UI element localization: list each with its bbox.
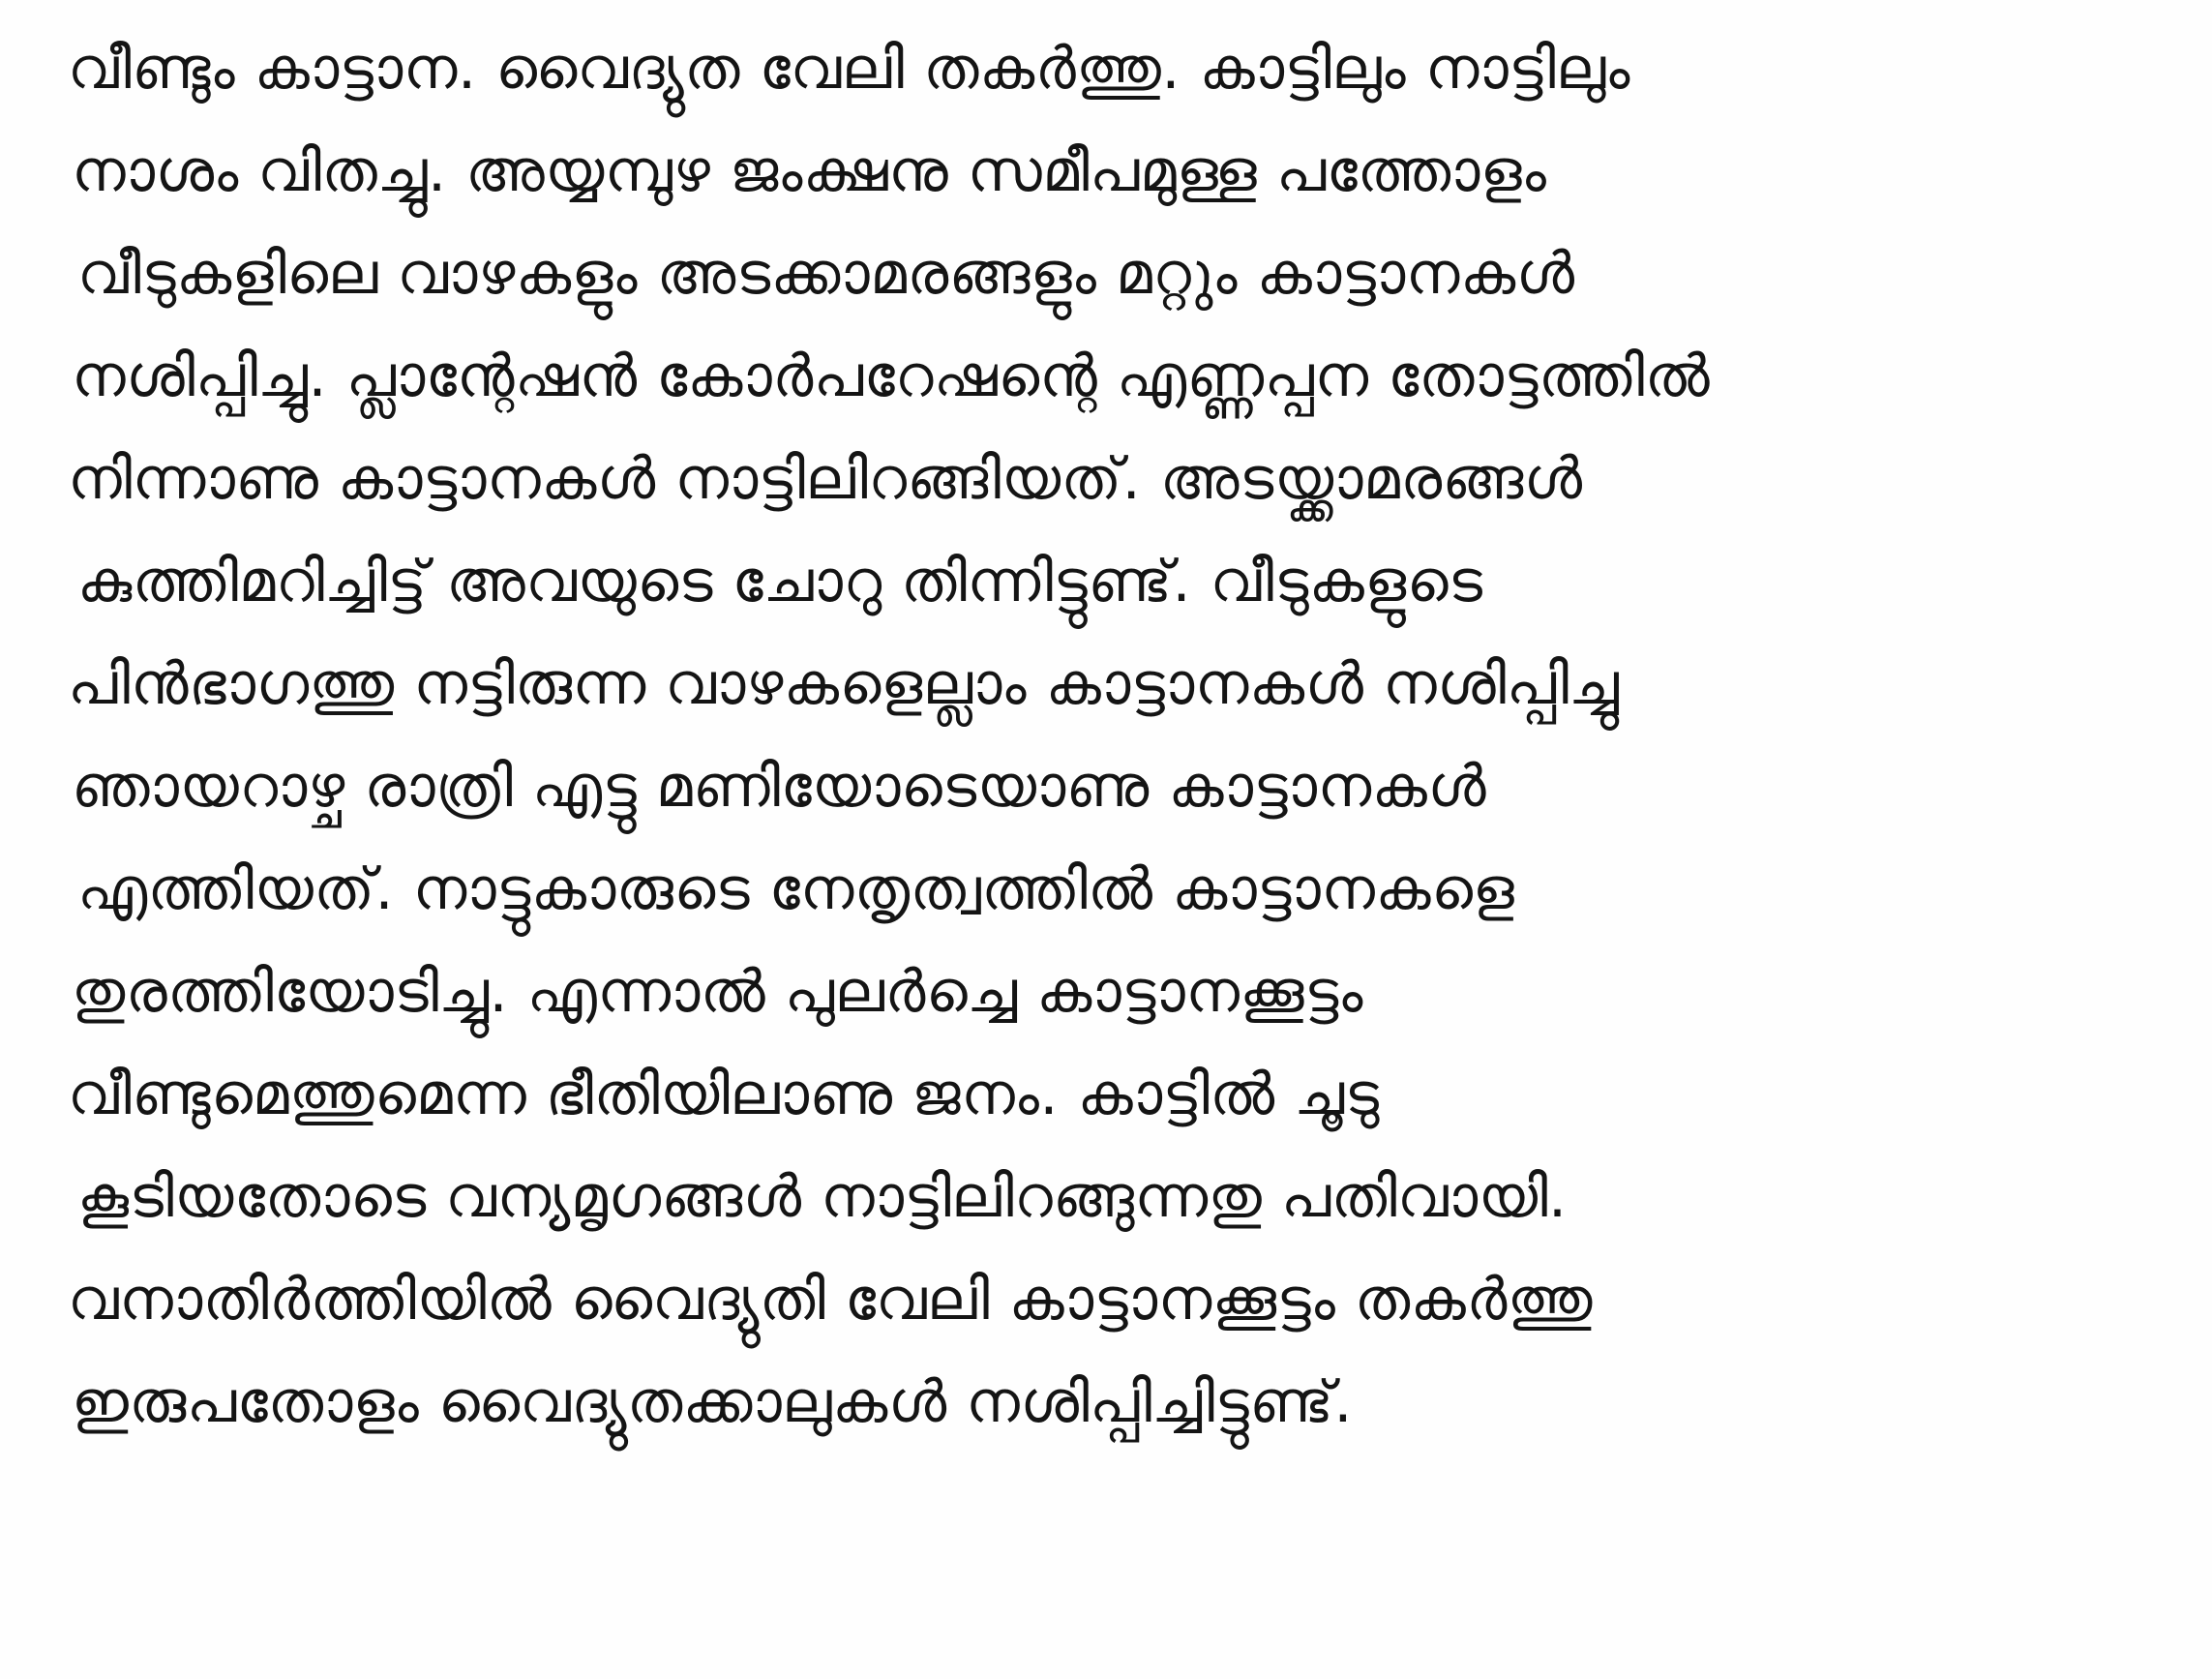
text-line: വീണ്ടും കാട്ടാന. വൈദ്യുത വേലി തകർത്തു. കാട്ടിലും നാട്ടിലും — [68, 35, 1630, 103]
text-line: വനാതിർത്തിയിൽ വൈദ്യുതി വേലി കാട്ടാനക്കൂട്ടം തകർത്തു — [68, 1266, 1594, 1334]
text-line: ഞായറാഴ്ച രാത്രി എട്ടു മണിയോടെയാണു കാട്ടാനകൾ — [72, 753, 1487, 821]
text-line: നശിപ്പിച്ചു. പ്ലാന്റേഷൻ കോർപറേഷന്റെ എണ്ണപ്പന തോട്ടത്തിൽ — [72, 343, 1711, 410]
text-line: കൂടിയതോടെ വന്യമൃഗങ്ങൾ നാട്ടിലിറങ്ങുന്നതു പതിവായി. — [77, 1163, 1568, 1231]
text-line: നിന്നാണു കാട്ടാനകൾ നാട്ടിലിറങ്ങിയത്. അടയ്ക്കാമരങ്ങൾ — [68, 445, 1583, 513]
text-line: വീണ്ടുമെത്തുമെന്ന ഭീതിയിലാണു ജനം. കാട്ടിൽ ചൂടു — [68, 1061, 1380, 1128]
text-line: പിൻഭാഗത്തു നട്ടിരുന്ന വാഴകളെല്ലാം കാട്ടാനകൾ നശിപ്പിച്ചു — [68, 650, 1620, 718]
text-line: തുരത്തിയോടിച്ചു. എന്നാൽ പുലർച്ചെ കാട്ടാനക്കൂട്ടം — [72, 958, 1363, 1026]
text-line: നാശം വിതച്ചു. അയ്യമ്പുഴ ജംക്ഷനു സമീപമുള്ള പത്തോളം — [72, 137, 1547, 205]
text-line: എത്തിയത്. നാട്ടുകാരുടെ നേതൃത്വത്തിൽ കാട്ടാനകളെ — [77, 855, 1515, 923]
text-line: വീടുകളിലെ വാഴകളും അടക്കാമരങ്ങളും മറ്റും കാട്ടാനകൾ — [77, 240, 1575, 308]
text-line: ഇരുപതോളം വൈദ്യുതക്കാലുകൾ നശിപ്പിച്ചിട്ടുണ്ട്. — [72, 1368, 1353, 1436]
text-line: കുത്തിമറിച്ചിട്ട് അവയുടെ ചോറു തിന്നിട്ടുണ്ട്. വീടുകളുടെ — [77, 548, 1483, 615]
